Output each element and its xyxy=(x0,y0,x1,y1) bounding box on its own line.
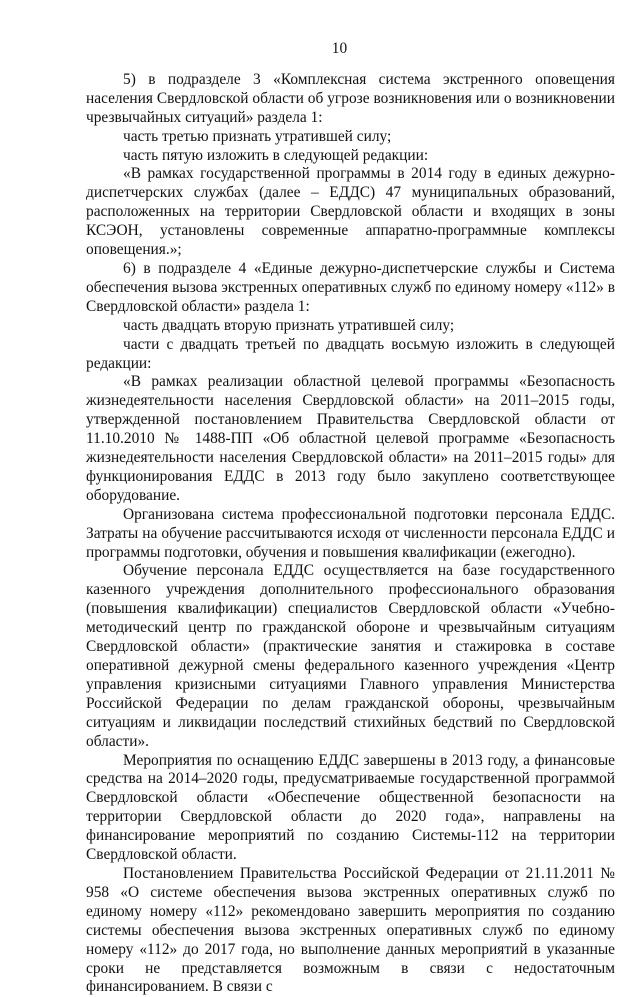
paragraph-parts-23-28-revision: части с двадцать третьей по двадцать восьмую изложить в следующей редакции: xyxy=(86,335,615,372)
page-number: 10 xyxy=(331,40,348,57)
paragraph-part-5-revision: часть пятую изложить в следующей редакции: xyxy=(123,146,429,164)
paragraph-government-decree: Постановлением Правительства Российской Федерации от 21.11.2011 № 958 «О системе обеспечения вызова экстренных оперативных служб по единому номеру «112» рекомендовано завершить мероприятия по созданию системы обеспечения вызова экстренных оперативных служб по единому номеру «112» до 2017 года, но выполнение данных мероприятий в указанные сроки не представляется возможным в связи с недостаточным финансированием. В связи с xyxy=(86,864,615,996)
paragraph-quoted-edds-text: «В рамках государственной программы в 2014 году в единых дежурно-диспетчерских службах (далее – ЕДДС) 47 муниципальных образований, расположенных на территории Свердловской области и входящих в зоны КСЭОН, установлены современные аппаратно-программные комплексы оповещения.»; xyxy=(86,165,615,259)
paragraph-subsection-4-intro: 6) в подразделе 4 «Единые дежурно-диспетчерские службы и Система обеспечения вызова экстренных оперативных служб по единому номеру «112» в Свердловской области» раздела 1: xyxy=(86,259,615,315)
paragraph-training-system: Организована система профессиональной подготовки персонала ЕДДС. Затраты на обучение рассчитываются исходя от численности персонала ЕДДС и программы подготовки, обучения и повышения квалификации (ежегодно). xyxy=(86,505,615,561)
document-body xyxy=(86,71,615,997)
paragraph-target-program: «В рамках реализации областной целевой программы «Безопасность жизнедеятельности населения Свердловской области» на 2011–2015 годы, утвержденной постановлением Правительства Свердловской области от 11.10.2010 № 1488-ПП «Об областной целевой программе «Безопасность жизнедеятельности населения Свердловской области» на 2011–2015 годы» для функционирования ЕДДС в 2013 году было закуплено соответствующее оборудование. xyxy=(86,373,615,504)
paragraph-part-3-repealed: часть третью признать утратившей силу; xyxy=(123,127,392,145)
paragraph-equipment-financing: Мероприятия по оснащению ЕДДС завершены в 2013 году, а финансовые средства на 2014–2020 годы, предусматриваемые государственной программой Свердловской области «Обеспечение общественной безопасности на территории Свердловской области до 2020 года», направлены на финансирование мероприятий по созданию Системы-112 на территории Свердловской области. xyxy=(86,751,615,864)
paragraph-subsection-3-intro: 5) в подразделе 3 «Комплексная система экстренного оповещения населения Свердловской области об угрозе возникновения или о возникновении чрезвычайных ситуаций» раздела 1: xyxy=(86,70,615,126)
paragraph-part-22-repealed: часть двадцать вторую признать утратившей силу; xyxy=(123,316,455,334)
paragraph-training-base: Обучение персонала ЕДДС осуществляется на базе государственного казенного учреждения дополнительного профессионального образования (повышения квалификации) специалистов Свердловской области «Учебно-методический центр по гражданской обороне и чрезвычайным ситуациям Свердловской области» (практические занятия и стажировка в составе оперативной дежурной смены федерального казенного учреждения «Центр управления кризисными ситуациями Главного управления Министерства Российской Федерации по делам гражданской обороны, чрезвычайным ситуациям и ликвидации последствий стихийных бедствий по Свердловской области». xyxy=(86,562,615,750)
